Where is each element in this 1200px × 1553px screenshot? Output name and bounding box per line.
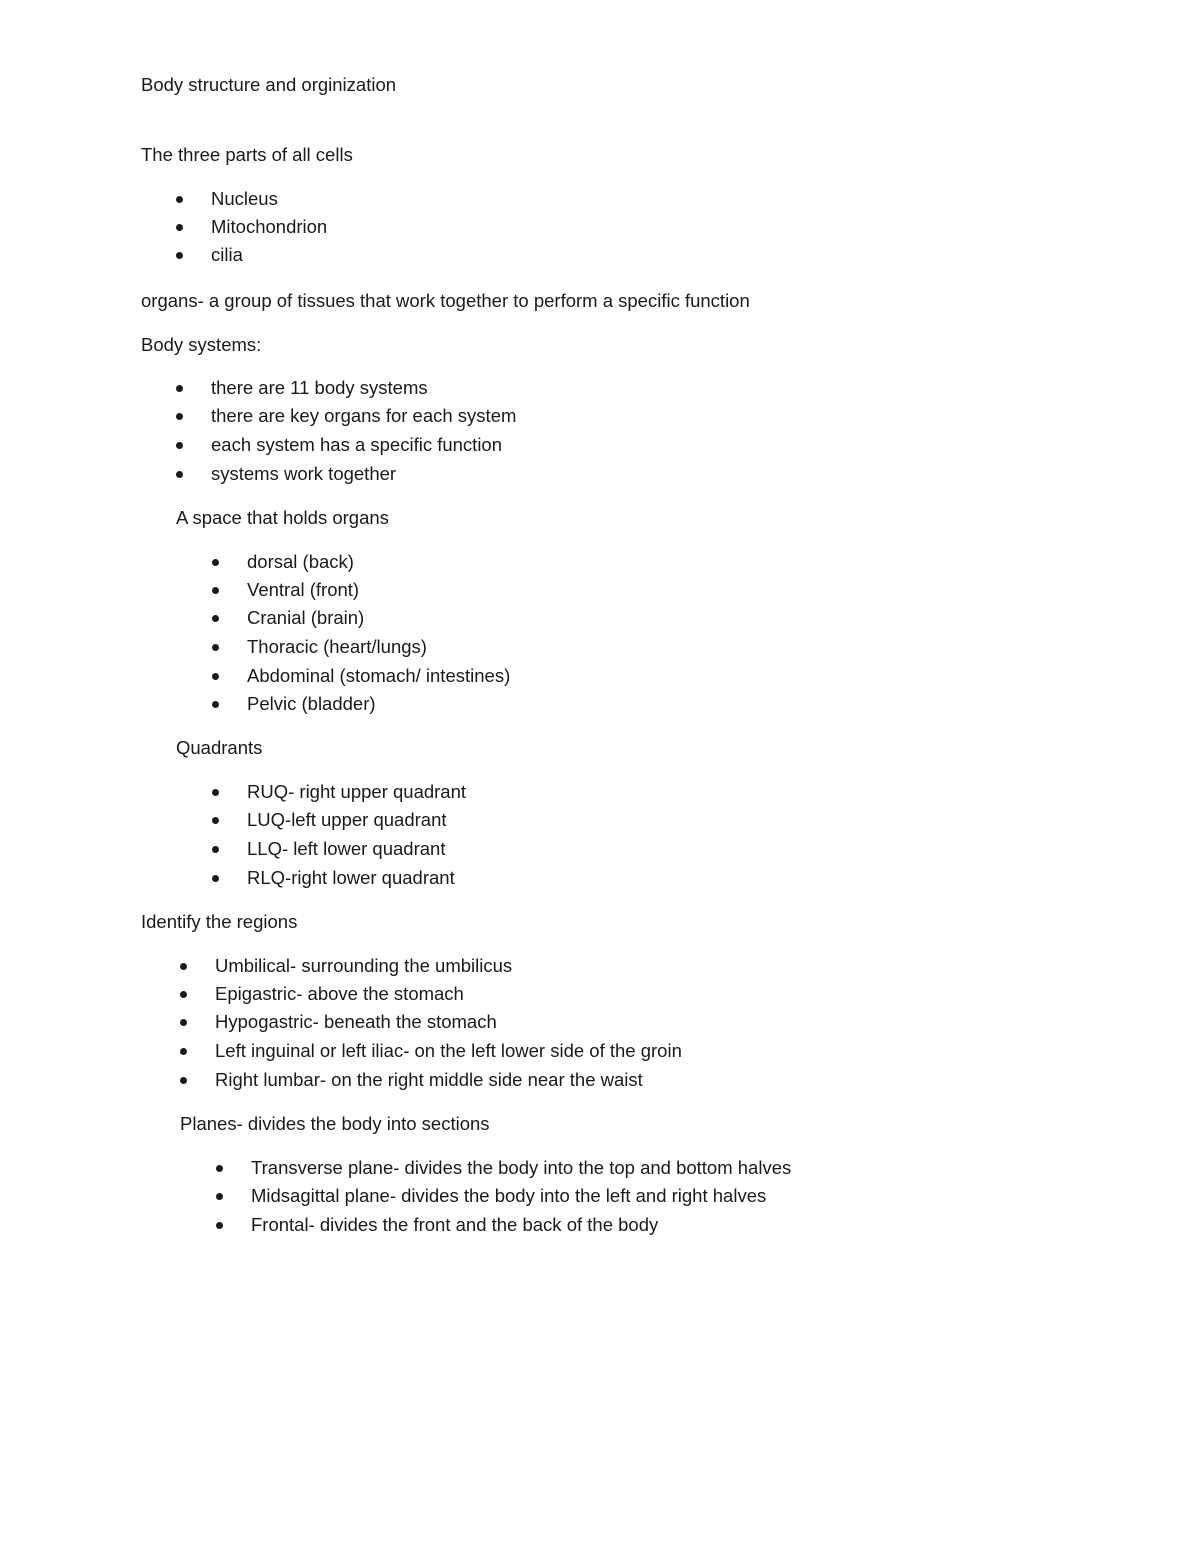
- bullet-icon: [212, 673, 219, 680]
- bullet-icon: [212, 817, 219, 824]
- regions-heading: Identify the regions: [141, 911, 298, 932]
- bullet-icon: [212, 875, 219, 882]
- bullet-icon: [180, 1019, 187, 1026]
- bullet-icon: [176, 385, 183, 392]
- bullet-icon: [180, 963, 187, 970]
- bullet-icon: [176, 413, 183, 420]
- document-page: Body structure and orginization The three parts of all cells Nucleus Mitochondrion cilia organs- a group of tissues that work together to perform a specific function Body systems: there are 11 body systems there are key organs for each system each system has a specific function systems work together A space that holds organs dorsal (back) Ventral (front) Cranial (brain) Thoracic (heart/lungs) Abdominal (stomach/ intestines) Pelvic (bladder) Quadrants RUQ- right upper quadrant LUQ-left upper quadrant LLQ- left lower quadrant RLQ-right lower quadrant Identify the regions Umbilical- surrounding the umbilicus Epigastric- above the stomach Hypogastric- beneath the stomach Left inguinal or left iliac- on the left lower side of the groin Right lumbar- on the right middle side near the waist Planes- divides the body into sections Transverse plane- divides the body into the top and bottom halves Midsagittal plane- divides the body into the left and right halves Frontal- divides the front and the back of the body: [0, 0, 1200, 1553]
- bullet-icon: [212, 701, 219, 708]
- bullet-icon: [212, 615, 219, 622]
- bullet-icon: [216, 1165, 223, 1172]
- cells-heading: The three parts of all cells: [141, 144, 353, 165]
- bullet-icon: [212, 587, 219, 594]
- bullet-icon: [180, 1048, 187, 1055]
- bullet-icon: [212, 846, 219, 853]
- bullet-icon: [216, 1222, 223, 1229]
- cavities-heading: A space that holds organs: [176, 507, 389, 528]
- document-title: Body structure and orginization: [141, 74, 397, 95]
- bullet-icon: [180, 1077, 187, 1084]
- bullet-icon: [180, 991, 187, 998]
- body-systems-heading: Body systems:: [141, 334, 262, 355]
- bullet-icon: [212, 644, 219, 651]
- organs-definition: organs- a group of tissues that work together to perform a specific function: [141, 290, 750, 311]
- bullet-icon: [212, 789, 219, 796]
- planes-heading: Planes- divides the body into sections: [180, 1113, 490, 1134]
- bullet-icon: [176, 252, 183, 259]
- bullet-icon: [176, 471, 183, 478]
- bullet-icon: [176, 224, 183, 231]
- bullet-icon: [176, 196, 183, 203]
- quadrants-heading: Quadrants: [176, 737, 263, 758]
- bullet-icon: [176, 442, 183, 449]
- bullet-icon: [216, 1193, 223, 1200]
- bullet-icon: [212, 559, 219, 566]
